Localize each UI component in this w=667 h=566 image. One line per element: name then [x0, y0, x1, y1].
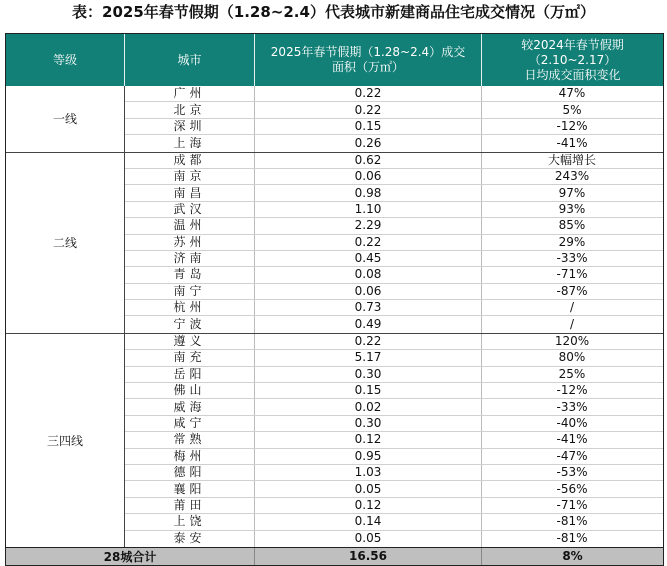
- header-change-line1: 较2024年春节假期: [521, 37, 624, 52]
- area-cell: 1.03: [255, 465, 482, 480]
- header-tier: 等级: [6, 34, 125, 86]
- table-row: [125, 119, 663, 135]
- city-cell: 上海: [125, 135, 255, 151]
- change-cell: 80%: [558, 350, 586, 365]
- table-row: [125, 251, 663, 267]
- city-cell: 济南: [125, 251, 255, 266]
- city-cell: 广州: [125, 86, 255, 101]
- total-label: 28城合计: [6, 548, 255, 565]
- city-cell: 德阳: [125, 465, 255, 480]
- city-cell: 温州: [125, 218, 255, 233]
- tier-group: [6, 86, 663, 152]
- header-city: 城市: [125, 34, 255, 86]
- change-cell: 47%: [558, 86, 586, 101]
- change-cell: /: [569, 317, 575, 332]
- tier-label: 一线: [6, 86, 125, 152]
- change-cell: 93%: [558, 201, 586, 216]
- table-row: [125, 334, 663, 350]
- city-cell: 莆田: [125, 498, 255, 513]
- change-cell: 29%: [558, 234, 586, 249]
- header-change-line2: （2.10~2.17）: [528, 52, 617, 67]
- area-cell: 0.62: [255, 153, 482, 168]
- table-row: [125, 267, 663, 283]
- header-area-line2: 面积（万㎡）: [331, 60, 404, 74]
- city-cell: 苏州: [125, 235, 255, 250]
- city-cell: 常熟: [125, 432, 255, 447]
- area-cell: 0.22: [255, 86, 482, 101]
- table-row: [125, 465, 663, 481]
- table-row: [125, 498, 663, 514]
- area-cell: 0.15: [255, 119, 482, 134]
- area-cell: 0.22: [255, 235, 482, 250]
- city-cell: 梅州: [125, 449, 255, 464]
- city-cell: 武汉: [125, 202, 255, 217]
- table-row: [125, 316, 663, 332]
- area-cell: 0.95: [255, 449, 482, 464]
- tier-label: 三四线: [6, 334, 125, 547]
- area-cell: 5.17: [255, 350, 482, 365]
- city-cell: 南昌: [125, 185, 255, 200]
- table-row: [125, 449, 663, 465]
- city-cell: 咸宁: [125, 416, 255, 431]
- area-cell: 0.12: [255, 498, 482, 513]
- table-row: [125, 86, 663, 102]
- city-cell: 杭州: [125, 300, 255, 315]
- area-cell: 0.49: [255, 316, 482, 332]
- change-cell: -47%: [556, 448, 588, 463]
- area-cell: 0.02: [255, 399, 482, 414]
- area-cell: 0.45: [255, 251, 482, 266]
- change-cell: -53%: [556, 465, 588, 480]
- change-cell: -33%: [556, 251, 588, 266]
- area-cell: 0.14: [255, 514, 482, 529]
- area-cell: 0.05: [255, 531, 482, 547]
- city-cell: 宁波: [125, 316, 255, 332]
- city-cell: 遵义: [125, 334, 255, 349]
- area-cell: 0.06: [255, 284, 482, 299]
- area-cell: 0.05: [255, 481, 482, 496]
- table-row: [125, 367, 663, 383]
- change-cell: 25%: [558, 366, 586, 381]
- city-cell: 襄阳: [125, 481, 255, 496]
- tier-group: [6, 333, 663, 547]
- table-row: [125, 514, 663, 530]
- change-cell: -41%: [556, 135, 588, 150]
- area-cell: 0.22: [255, 334, 482, 349]
- area-cell: 2.29: [255, 218, 482, 233]
- table-row: [125, 416, 663, 432]
- area-cell: 0.30: [255, 367, 482, 382]
- change-cell: /: [569, 300, 575, 315]
- table-row: [125, 202, 663, 218]
- table-row: [125, 300, 663, 316]
- city-cell: 成都: [125, 153, 255, 168]
- table-row: [125, 350, 663, 366]
- total-row: [6, 547, 663, 565]
- table-row: [125, 102, 663, 118]
- total-area: 16.56: [255, 548, 482, 565]
- city-cell: 佛山: [125, 383, 255, 398]
- area-cell: 0.12: [255, 432, 482, 447]
- table-row: [125, 153, 663, 169]
- header-change: [482, 34, 663, 86]
- table-row: [125, 218, 663, 234]
- change-cell: -71%: [556, 497, 588, 512]
- city-cell: 南宁: [125, 284, 255, 299]
- area-cell: 0.22: [255, 102, 482, 117]
- city-cell: 深圳: [125, 119, 255, 134]
- table-row: [125, 284, 663, 300]
- city-cell: 岳阳: [125, 367, 255, 382]
- change-cell: 85%: [558, 218, 586, 233]
- table-header: [6, 34, 663, 86]
- city-cell: 泰安: [125, 531, 255, 547]
- city-cell: 威海: [125, 399, 255, 414]
- data-table: [5, 33, 664, 566]
- area-cell: 0.30: [255, 416, 482, 431]
- change-cell: 97%: [558, 185, 586, 200]
- area-cell: 0.98: [255, 185, 482, 200]
- table-title: 表：2025年春节假期（1.28~2.4）代表城市新建商品住宅成交情况（万㎡）: [72, 3, 595, 21]
- table-row: [125, 235, 663, 251]
- change-cell: -41%: [556, 432, 588, 447]
- change-cell: -12%: [556, 383, 588, 398]
- change-cell: 243%: [554, 169, 590, 184]
- table-row: [125, 399, 663, 415]
- table-row: [125, 383, 663, 399]
- header-area-line1: 2025年春节假期（1.28~2.4）成交: [270, 45, 466, 59]
- table-row: [125, 169, 663, 185]
- tier-group: [6, 152, 663, 333]
- change-cell: -81%: [556, 531, 588, 546]
- table-row: [125, 135, 663, 151]
- area-cell: 0.73: [255, 300, 482, 315]
- table-row: [125, 432, 663, 448]
- change-cell: -87%: [556, 283, 588, 298]
- table-row: [125, 185, 663, 201]
- tier-label: 二线: [6, 153, 125, 333]
- city-cell: 上饶: [125, 514, 255, 529]
- change-cell: -40%: [556, 416, 588, 430]
- area-cell: 0.15: [255, 383, 482, 398]
- table-row: [125, 481, 663, 497]
- city-cell: 南京: [125, 169, 255, 184]
- header-area: [255, 34, 482, 86]
- city-cell: 北京: [125, 102, 255, 117]
- table-row: [125, 531, 663, 547]
- change-cell: 大幅增长: [547, 152, 596, 167]
- header-change-line3: 日均成交面积变化: [524, 67, 621, 82]
- change-cell: -81%: [556, 514, 588, 529]
- change-cell: 5%: [562, 102, 582, 117]
- change-cell: -71%: [556, 267, 588, 282]
- change-cell: -33%: [556, 399, 588, 414]
- city-cell: 南充: [125, 350, 255, 365]
- change-cell: -56%: [556, 481, 588, 496]
- area-cell: 1.10: [255, 202, 482, 217]
- total-change: 8%: [562, 549, 583, 564]
- change-cell: 120%: [554, 334, 590, 349]
- city-cell: 青岛: [125, 267, 255, 282]
- table-body: [6, 86, 663, 547]
- area-cell: 0.06: [255, 169, 482, 184]
- area-cell: 0.08: [255, 267, 482, 282]
- area-cell: 0.26: [255, 135, 482, 151]
- change-cell: -12%: [556, 118, 588, 133]
